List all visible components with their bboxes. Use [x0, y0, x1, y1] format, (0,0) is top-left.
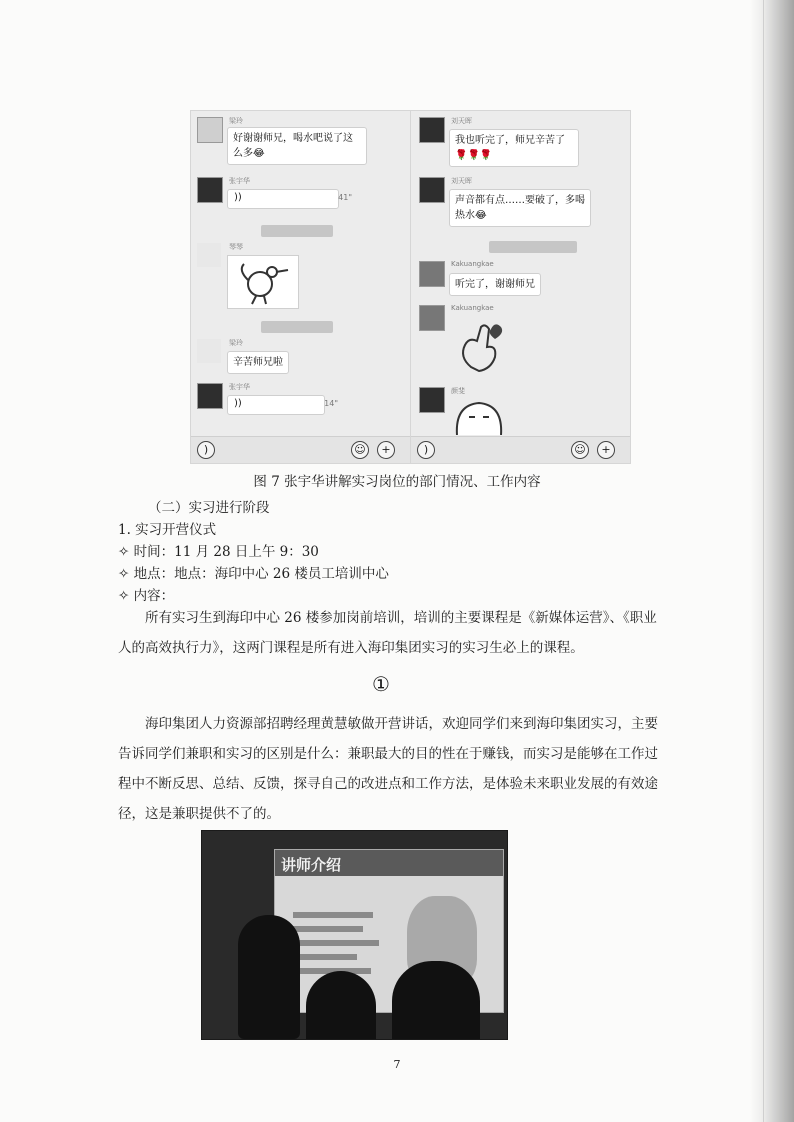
voice-duration: 41"	[338, 193, 352, 202]
rooster-sticker-icon	[228, 256, 298, 308]
avatar	[419, 177, 445, 203]
figure-caption: 图 7 张宇华讲解实习岗位的部门情况、工作内容	[253, 474, 541, 490]
avatar	[419, 387, 445, 413]
avatar	[197, 117, 223, 143]
screen-title: 讲师介绍	[281, 856, 342, 874]
nickname: 琴琴	[229, 243, 243, 251]
chat-bubble: 听完了，谢谢师兄	[449, 273, 541, 296]
section-heading: （二）实习进行阶段	[148, 500, 270, 516]
nickname: Kakuangkae	[451, 304, 494, 312]
nickname: 刘天晖	[451, 117, 472, 125]
avatar	[197, 243, 221, 267]
avatar	[419, 305, 445, 331]
nickname: Kakuangkae	[451, 260, 494, 268]
chat-bubble: 我也听完了，师兄辛苦了🌹🌹🌹	[449, 129, 579, 167]
voice-icon[interactable]: )	[197, 441, 215, 459]
avatar	[197, 339, 221, 363]
nickname: 梁玲	[229, 339, 243, 347]
bullet-time: ✧ 时间：11 月 28 日上午 9：30	[118, 544, 319, 560]
chat-bubble: 好谢谢师兄，喝水吧说了这么多😂	[227, 127, 367, 165]
nickname: 梁玲	[229, 117, 243, 125]
avatar	[197, 383, 223, 409]
list-item: 1. 实习开营仪式	[118, 522, 217, 538]
timestamp-bar	[261, 321, 333, 333]
avatar	[419, 117, 445, 143]
voice-duration: 14"	[324, 399, 338, 408]
plus-icon[interactable]: +	[377, 441, 395, 459]
voice-message[interactable]	[227, 189, 352, 209]
chat-bubble: 声音都有点……要破了，多喝热水😂	[449, 189, 591, 227]
nickname: 刘天晖	[451, 177, 472, 185]
scan-edge-shadow	[750, 0, 794, 1122]
timestamp-bar	[489, 241, 577, 253]
avatar	[197, 177, 223, 203]
emoji-icon[interactable]: ☺	[351, 441, 369, 459]
hand-heart-sticker-icon	[451, 317, 509, 373]
paragraph-training: 所有实习生到海印中心 26 楼参加岗前培训，培训的主要课程是《新媒体运营》、《职业人的高效执行力》，这两门课程是所有进入海印集团实习的实习生必上的课程。	[118, 610, 657, 656]
bullet-content: ✧ 内容：	[118, 588, 175, 604]
nickname: 张宇华	[229, 177, 250, 185]
chat-bubble: 辛苦师兄啦	[227, 351, 289, 374]
chat-input-bar	[411, 436, 630, 463]
audience-silhouette	[392, 961, 480, 1040]
scan-edge-line	[763, 0, 764, 1122]
circled-number: ①	[372, 672, 390, 696]
voice-wave-icon: ))	[234, 192, 242, 203]
speaker-silhouette	[238, 915, 300, 1039]
voice-message[interactable]	[227, 395, 338, 415]
sticker-image[interactable]	[227, 255, 299, 309]
voice-icon[interactable]: )	[417, 441, 435, 459]
avatar	[419, 261, 445, 287]
chat-input-bar	[191, 436, 410, 463]
chat-screenshot-left	[190, 110, 411, 464]
page-number: 7	[393, 1058, 401, 1071]
timestamp-bar	[261, 225, 333, 237]
bullet-place: ✧ 地点：地点：海印中心 26 楼员工培训中心	[118, 566, 389, 582]
chat-screenshot-right	[410, 110, 631, 464]
sticker-image[interactable]	[451, 317, 509, 373]
nickname: 颜斐	[451, 387, 465, 395]
paragraph-opening-speech: 海印集团人力资源部招聘经理黄慧敏做开营讲话，欢迎同学们来到海印集团实习，主要告诉同学们兼职和实习的区别是什么：兼职最大的目的性在于赚钱，而实习是能够在工作过程中不断反思、总结、反馈，探寻自己的改进点和工作方法，是体验未来职业发展的有效途径，这是兼职提供不了的。	[118, 716, 658, 822]
audience-silhouette	[306, 971, 376, 1040]
photo-training-session	[201, 830, 508, 1040]
nickname: 张宇华	[229, 383, 250, 391]
plus-icon[interactable]: +	[597, 441, 615, 459]
face-sticker-icon	[451, 399, 507, 435]
emoji-icon[interactable]: ☺	[571, 441, 589, 459]
voice-wave-icon: ))	[234, 398, 242, 409]
sticker-image[interactable]	[451, 399, 507, 435]
